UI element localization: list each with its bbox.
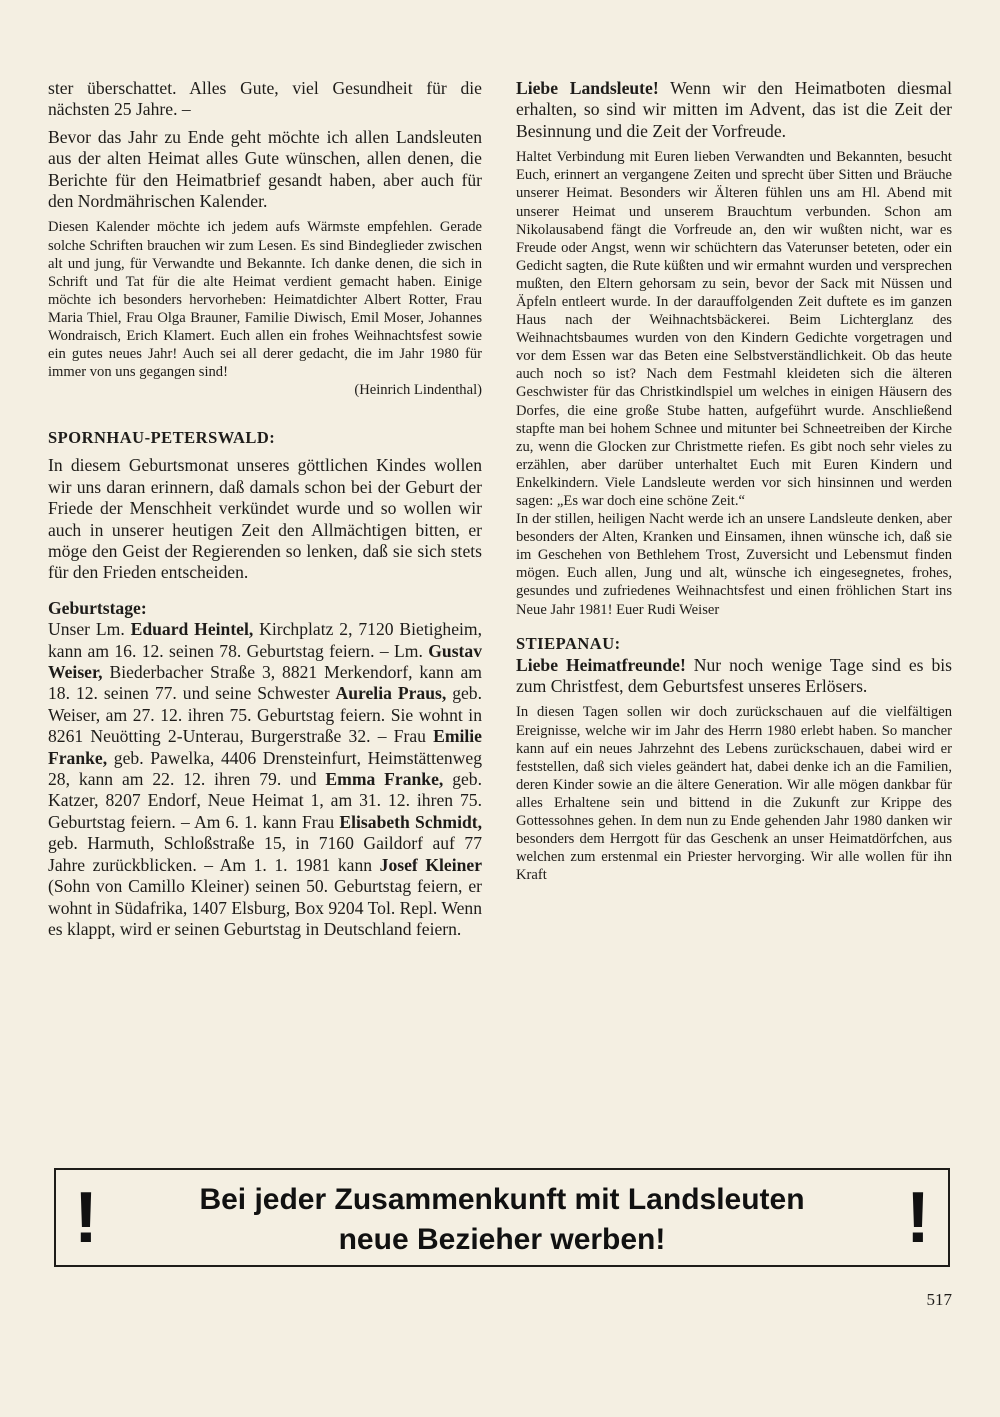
- subheading-geburtstage: Geburtstage:: [48, 597, 147, 618]
- person-name: Emma Franke,: [325, 769, 444, 790]
- right-paragraph-1: Haltet Verbindung mit Euren lieben Verwandten und Bekannten, besucht Euch, erinnert an vergangene Zeiten und sprecht über Sitten und Bräuche unserer Heimat. Besonders wir Älteren fühlen uns am Hl. Abend mit unserer Heimat und unserem Brauchtum verbunden. Schon am Nikolausabend fängt die Vorfreude an, den wir wußten nicht, war es Freude oder Angst, wenn wir schüchtern das Vaterunser beteten, oder ein Gedicht sagten, die Rute küßten und wir ermahnt wurden und versprechen mußten, den Eltern gehorsam zu sein, bevor der Sack mit Nüssen und Äpfeln entleert wurde. In der darauffolgenden Zeit duftete es im ganzen Haus nach der Weihnachtsbäckerei. Beim Lichterglanz des Weihnachtsbaumes wurden von den Kindern Gedichte vorgetragen und vor dem Essen war das Beten eine Selbstverständlichkeit. Ob das heute auch noch so ist? Nach dem Festmahl kleideten sich die älteren Geschwister für das Christkindlspiel um welches in einigen Häusern des Dorfes, die eine große Stube hatten, aufgeführt wurde. Anschließend stapfte man bei hohem Schnee und mitunter bei Schneetreiben der Kirche zu, wenn die Glocken zur Christmette riefen. Es gibt noch sehr vieles zu erzählen, aber darüber unterhaltet Euch mit Euren Kindern und Enkelkindern. Viele Landsleute werden vor sich hinsinnen und werden sagen: „Es war doch eine schöne Zeit.“: [516, 149, 952, 509]
- left-paragraph-3: Diesen Kalender möchte ich jedem aufs Wärmste empfehlen. Gerade solche Schriften brauchen wir zum Lesen. Es sind Bindeglieder zwischen alt und jung, für Verwandte und Bekannte. Ich danke denen, die sich in Schrift und Tat für die alte Heimat verdient gemacht haben. Einige möchte ich besonders hervorheben: Heimatdichter Albert Rotter, Frau Maria Thiel, Frau Olga Brauner, Familie Diwisch, Emil Moser, Johannes Wondraisch, Erich Klamert. Euch allen ein frohes Weihnachtsfest sowie ein gutes neues Jahr! Auch sei all derer gedacht, die im Jahr 1980 für immer von uns gegangen sind!: [48, 219, 482, 381]
- right-lead-paragraph-2: [516, 655, 952, 698]
- greeting-landsleute: Liebe Landsleute!: [516, 78, 659, 98]
- right-paragraph-2: In der stillen, heiligen Nacht werde ich an unsere Landsleute denken, aber besonders der Alten, Kranken und Einsamen, ihnen wünsche ich, daß sie im Geschehen von Bethlehem Trost, Zuversicht und Lebensmut finden mögen. Euch allen, Jung und alt, wünsche ich eingesegnetes, frohes, gesundes und zufriedenes Weihnachtsfest und einen fröhlichen Start ins Neue Jahr 1981! Euer Rudi Weiser: [516, 511, 952, 618]
- notice-text: [116, 1180, 888, 1260]
- lead-text: Nur noch wenige Tage sind es bis zum Christfest, dem Geburtsfest unseres Erlösers.: [516, 654, 952, 697]
- right-lead-paragraph: [516, 78, 952, 142]
- page-number: 517: [926, 1290, 952, 1309]
- birthday-text: geb. Katzer, 8207 Endorf, Neue Heimat 1, am 31. 12. ihren 75. Geburtstag feiern. – Am 6. 1. kann Frau: [48, 769, 482, 832]
- person-name: Eduard Heintel,: [130, 619, 254, 640]
- birthday-text: Biederbacher Straße 3, 8821 Merkendorf, kann am 18. 12. seinen 77. und seine Schwester: [48, 662, 482, 704]
- birthday-paragraph: [48, 619, 482, 940]
- birthday-text: Unser Lm.: [48, 619, 131, 640]
- greeting-heimatfreunde: Liebe Heimatfreunde!: [516, 654, 686, 675]
- person-name: Emilie Franke,: [48, 726, 482, 768]
- right-paragraph-3: In diesen Tagen sollen wir doch zurückschauen auf die vielfältigen Ereignisse, welche wir im Jahr des Herrn 1980 erlebt haben. So mancher kann auf ein neues Jahrzehnt des Lebens zurückschauen, dabei wird er feststellen, daß sich vieles geändert hat, dabei denke ich an die Familien, deren Kinder sowie an die ältere Generation. Wir alle mögen dankbar für alles Erhaltene sein und bittend in die Zukunft zur Krippe des Gottessohnes gehen. In dem nun zu Ende gehenden Jahr 1980 danken wir besonders dem Herrgott für das Geschenk an unser Heimatdörfchen, aus welchen zum erstenmal ein Priester hervorging. Wir alle wollen für ihn Kraft: [516, 704, 952, 884]
- section-heading-stiepanau: STIEPANAU:: [516, 633, 621, 653]
- person-name: Aurelia Praus,: [335, 683, 447, 704]
- birthday-text: (Sohn von Camillo Kleiner) seinen 50. Geburtstag feiern, er wohnt in Südafrika, 1407 Elsburg, Box 9204 Tol. Repl. Wenn es klappt, wird er seinen Geburtstag in Deutschland feiern.: [48, 876, 482, 939]
- birthday-text: Kirchplatz 2, 7120 Bietigheim, kann am 16. 12. seinen 78. Geburtstag feiern. – Lm.: [48, 619, 482, 661]
- notice-box: [54, 1168, 950, 1267]
- left-paragraph-4: In diesem Geburtsmonat unseres göttlichen Kindes wollen wir uns daran erinnern, daß damals schon bei der Geburt der Friede der Menschheit verkündet wurde und so wollen wir auch in unserer heutigen Zeit den Allmächtigen bitten, er möge den Geist der Regierenden so lenken, daß sie sich stets für den Frieden entscheiden.: [48, 455, 482, 583]
- person-name: Elisabeth Schmidt,: [339, 811, 482, 832]
- birthday-text: geb. Harmuth, Schloßstraße 15, in 7160 Gaildorf auf 77 Jahre zurückblicken. – Am 1. 1. 1981 kann: [48, 833, 482, 875]
- notice-line-2: neue Bezieher werben!: [338, 1223, 666, 1256]
- left-paragraph-1: ster überschattet. Alles Gute, viel Gesundheit für die nächsten 25 Jahre. –: [48, 78, 482, 120]
- signature-lindenthal: (Heinrich Lindenthal): [354, 382, 482, 399]
- left-paragraph-2: Bevor das Jahr zu Ende geht möchte ich allen Landsleuten aus der alten Heimat alles Gute wünschen, allen denen, die Berichte für den Heimatbrief gesandt haben, aber auch für den Nordmährischen Kalender.: [48, 126, 482, 212]
- left-column: [48, 78, 482, 940]
- birthday-text: geb. Pawelka, 4406 Drensteinfurt, Heimstättenweg 28, kann am 22. 12. ihren 79. und: [48, 747, 482, 790]
- exclamation-icon: !: [74, 1178, 98, 1258]
- birthday-text: geb. Weiser, am 27. 12. ihren 75. Geburtstag feiern. Sie wohnt in 8261 Neuötting 2-Unterau, Burgerstraße 32. – Frau: [48, 683, 482, 747]
- person-name: Gustav Weiser,: [48, 640, 482, 683]
- lead-text: Wenn wir den Heimatboten diesmal erhalten, so sind wir mitten im Advent, das ist die Zeit der Besinnung und die Zeit der Vorfreude.: [516, 78, 952, 141]
- section-heading-spornhau: SPORNHAU-PETERSWALD:: [48, 428, 276, 448]
- notice-line-1: Bei jeder Zusammenkunft mit Landsleuten: [199, 1183, 805, 1216]
- right-column: [516, 78, 952, 884]
- person-name: Josef Kleiner: [379, 854, 482, 875]
- exclamation-icon: !: [906, 1178, 930, 1258]
